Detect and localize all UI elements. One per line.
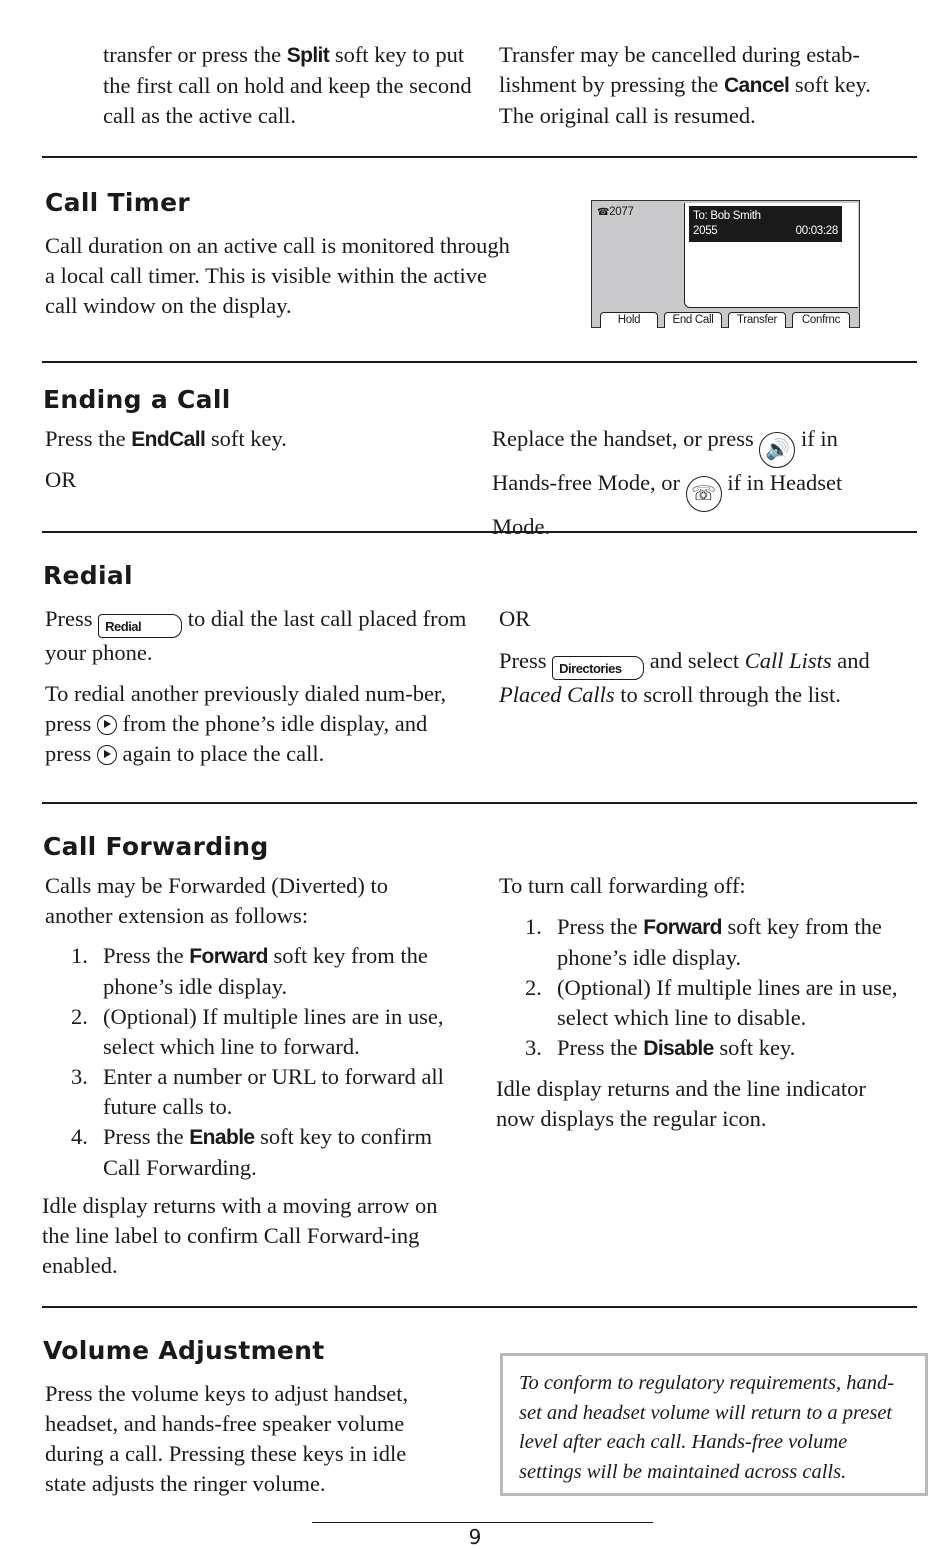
call-info-row [693,224,838,239]
step-number: 1. [525,914,542,939]
text-segment: Press the [557,1035,644,1060]
text-segment: and [831,648,870,673]
forwarding-on-steps [45,941,450,1183]
call-party: To: Bob Smith [693,210,761,222]
text-segment: Press the [45,426,132,451]
enable-softkey-label: Enable [189,1126,255,1149]
right-arrow-icon [97,745,117,765]
ending-call-left [45,424,445,495]
call-number: 2055 [693,225,718,237]
volume-body: Press the volume keys to adjust handset, headset, and hands-free speaker volume during a call. Pressing these keys in idle state adjusts the ringer volume. [45,1381,409,1496]
text-segment: soft key. The original call is resumed. [499,72,871,128]
call-timer-heading: Call Timer [45,188,191,217]
section-divider [42,361,917,363]
hold-softkey[interactable]: Hold [600,312,658,328]
text-segment: to scroll through the list. [614,682,841,707]
list-item [45,1122,450,1183]
text-segment: soft key. [713,1035,796,1060]
transfer-softkey[interactable]: Transfer [728,312,786,328]
forwarding-intro: Calls may be Forwarded (Diverted) to another extension as follows: [45,873,389,928]
cancel-softkey-label: Cancel [723,74,790,97]
call-forwarding-left [45,871,450,1183]
text-segment: Enter a number or URL to forward all future calls to. [103,1064,444,1119]
end-call-softkey[interactable]: End Call [664,312,722,328]
endcall-softkey-label: EndCall [131,428,206,451]
step-number: 2. [525,975,542,1000]
or-text: OR [499,606,531,631]
call-forwarding-heading: Call Forwarding [43,832,269,861]
text-segment: soft key to put the first call on hold and keep the second call as the active call. [103,42,472,128]
step-number: 4. [71,1124,88,1149]
text-segment: and select [644,648,745,673]
phone-display [591,200,860,328]
directories-key[interactable]: Directories [552,656,644,680]
section-divider [42,802,917,804]
forwarding-off-steps [499,912,904,1064]
section-divider [42,531,917,533]
step-number: 2. [71,1004,88,1029]
forwarding-enabled-text: Idle display returns with a moving arrow on the line label to confirm Call Forward-ing enabled. [42,1193,438,1278]
active-call-bar [689,206,842,242]
text-segment: (Optional) If multiple lines are in use, select which line to disable. [557,975,898,1030]
transfer-cancel-text [499,40,894,131]
page-number: 9 [468,1525,482,1549]
line-label [597,206,634,218]
redial-left [45,604,470,769]
forwarding-off-intro: To turn call forwarding off: [499,873,746,898]
redial-right [499,604,909,710]
active-call-window [684,203,858,308]
placed-calls-text: Placed Calls [499,682,615,707]
list-item [499,1033,904,1064]
line-number: 2077 [609,206,634,218]
text-segment: soft key from the phone’s idle display. [103,943,428,999]
volume-heading: Volume Adjustment [43,1336,325,1365]
phone-line-icon: ☎ [597,207,610,218]
redial-key[interactable]: Redial [98,614,182,638]
text-segment: soft key. [205,426,287,451]
list-item [45,1062,450,1122]
list-item [45,941,450,1002]
list-item [499,973,904,1033]
section-divider [42,1306,917,1308]
text-segment: (Optional) If multiple lines are in use, select which line to forward. [103,1004,444,1059]
redial-heading: Redial [43,561,133,590]
text-segment: if in Hands-free Mode, or [492,426,838,495]
forward-softkey-label: Forward [189,945,268,968]
text-segment: Press [499,648,553,673]
call-forwarding-right [496,871,904,1134]
list-item [499,912,904,973]
softkey-row [600,312,852,327]
text-segment: Press the [103,943,190,968]
text-segment: again to place the call. [116,741,325,766]
split-softkey-label: Split [286,44,330,67]
text-segment: transfer or press the [103,42,287,67]
call-lists-text: Call Lists [744,648,832,673]
ending-call-right [492,424,897,542]
text-segment: Replace the handset, or press [492,426,760,451]
section-divider [42,156,917,158]
text-segment: to dial the last call placed from your phone. [45,606,467,665]
text-segment: soft key to confirm Call Forwarding. [103,1124,432,1180]
text-segment: Transfer may be cancelled during estab-lishment by pressing the [499,42,860,97]
step-number: 3. [71,1064,88,1089]
text-segment: Press the [103,1124,190,1149]
right-arrow-icon [97,715,117,735]
conference-softkey[interactable]: Confrnc [792,312,850,328]
call-timer: 00:03:28 [795,225,838,237]
ending-call-heading: Ending a Call [43,385,231,414]
forwarding-disabled-text: Idle display returns and the line indicator now displays the regular icon. [496,1076,866,1131]
text-segment: Press the [557,914,644,939]
text-segment: from the phone’s idle display, and press [45,711,428,766]
or-text: OR [45,467,77,492]
text-segment: if in Headset Mode. [492,470,843,539]
disable-softkey-label: Disable [643,1037,714,1060]
call-timer-body: Call duration on an active call is monitored through a local call timer. This is visible within the active call window on the display. [45,233,510,318]
forward-softkey-label: Forward [643,916,722,939]
text-segment: To redial another previously dialed num-ber, press [45,681,447,736]
list-item [45,1002,450,1062]
headset-icon: ☏ [686,476,722,512]
step-number: 1. [71,943,88,968]
step-number: 3. [525,1035,542,1060]
text-segment: Press [45,606,99,631]
text-segment: soft key from the phone’s idle display. [557,914,882,970]
transfer-split-text [103,40,473,131]
footer-rule [312,1522,653,1523]
regulatory-note: To conform to regulatory requirements, hand-set and headset volume will return to a preset level after each call. Hands-free volume settings will be maintained across calls. [500,1353,928,1496]
speaker-icon: 🔊 [759,432,795,468]
